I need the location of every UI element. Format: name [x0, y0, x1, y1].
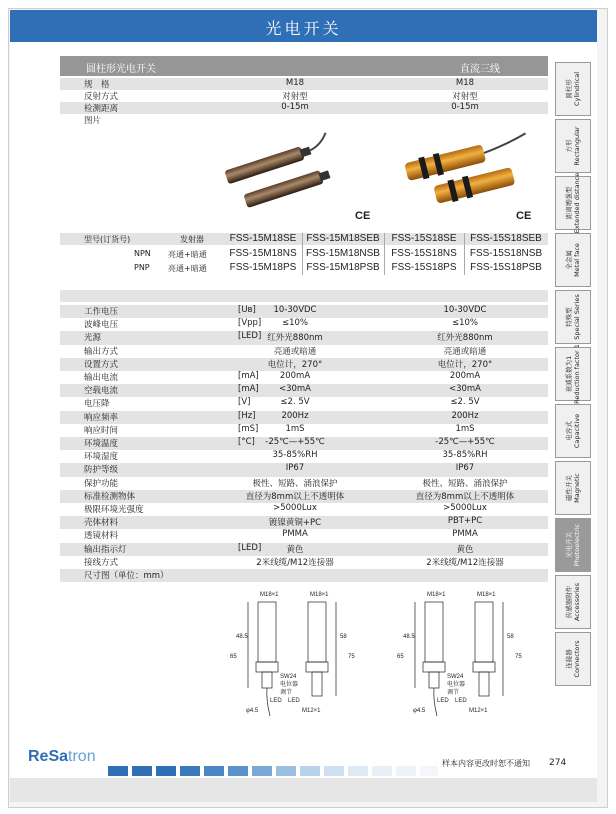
spec-row	[60, 318, 548, 331]
value-s18: PMMA	[452, 529, 478, 540]
value-s18: 1mS	[455, 423, 475, 434]
value-m18: PMMA	[282, 529, 308, 540]
sw-label: SW24	[280, 674, 297, 680]
tab-en: Extended distance	[573, 172, 581, 234]
spec-row	[60, 424, 548, 437]
tab-en: Reduction factor 1	[573, 344, 581, 404]
value-s18: 红外光880nm	[437, 333, 493, 344]
tab-accessories[interactable]	[555, 575, 591, 629]
pnp-label: PNP	[134, 263, 150, 272]
row-label: 输出电流	[84, 373, 119, 383]
row-label: 设置方式	[84, 359, 119, 370]
row-unit: [Uʙ]	[238, 305, 256, 315]
stripe-block	[276, 766, 296, 776]
model-cell: FSS-15M18PSB	[306, 262, 380, 273]
row-unit: [LED]	[238, 331, 262, 342]
model-row-pnp	[60, 262, 548, 274]
model-cell: FSS-15M18SEB	[306, 233, 380, 244]
value-m18: 红外光880nm	[267, 333, 323, 344]
spec-row	[60, 371, 548, 384]
value-m18: 200mA	[279, 371, 311, 381]
model-cell: FSS-15M18NS	[229, 248, 297, 259]
value-m18: 0-15m	[281, 102, 309, 112]
model-cell: FSS-15M18NSB	[306, 248, 380, 259]
row-unit: [mA]	[238, 384, 259, 395]
row-label: 标准检测物体	[84, 491, 136, 502]
spec-row	[60, 384, 548, 397]
value-s18: 2米线缆/M12连接器	[426, 557, 504, 568]
tab-en: Accessories	[573, 582, 581, 622]
npn-desc: 亮通+暗通	[168, 250, 207, 259]
dim-label: 65	[397, 654, 404, 660]
spec-row	[60, 397, 548, 410]
row-label: 输出方式	[84, 346, 119, 357]
spec-row	[60, 102, 548, 114]
spec-row	[60, 463, 548, 476]
row-unit: [Hz]	[238, 410, 256, 421]
tab-en: Metal face	[573, 243, 581, 277]
adjust-label: 调节	[447, 690, 460, 696]
row-label: 极限环境光强度	[84, 505, 144, 515]
stripe-block	[228, 766, 248, 776]
divider	[302, 233, 303, 275]
value-m18: IP67	[285, 463, 305, 474]
value-m18: <30mA	[278, 384, 312, 395]
tab-cn: 圆柱形	[565, 79, 573, 99]
spec-row	[60, 516, 548, 529]
footer-stripes	[108, 766, 438, 778]
value-m18: 1mS	[285, 423, 305, 434]
logo-part: tron	[68, 748, 96, 765]
spec-row	[60, 90, 548, 102]
value-m18: >5000Lux	[273, 503, 317, 513]
tab-en: Rectangular	[573, 126, 581, 166]
dia-label: φ4.5	[413, 708, 426, 714]
dim-label: 48.5	[403, 634, 415, 640]
dimension-drawing-plastic	[385, 588, 545, 718]
value-s18: 直径为8mm以上不透明体	[415, 491, 515, 502]
spec-row	[60, 358, 548, 371]
stripe-block	[204, 766, 224, 776]
led-label: LED	[288, 698, 300, 704]
row-label: 规 格	[84, 80, 110, 90]
stripe-block	[324, 766, 344, 776]
value-m18: 10-30VDC	[273, 305, 317, 315]
logo-part: ReSa	[28, 748, 69, 765]
pot-label: 电位器	[447, 682, 466, 688]
bottom-bar	[10, 778, 597, 802]
dim-label: M18×1	[260, 592, 279, 598]
notice-text: 样本内容更改时恕不通知	[442, 759, 530, 768]
value-s18: ≤2. 5V	[450, 397, 480, 408]
dim-label: 65	[230, 654, 237, 660]
row-unit: [V]	[238, 397, 251, 408]
divider	[464, 233, 465, 275]
value-s18: 200mA	[449, 371, 481, 381]
model-cell: FSS-15M18PS	[229, 262, 297, 273]
spec-row	[60, 411, 548, 424]
stripe-block	[300, 766, 320, 776]
row-label: 工作电压	[84, 307, 119, 317]
value-s18: PBT+PC	[447, 516, 483, 527]
row-label: 尺寸图（单位：mm）	[84, 571, 169, 581]
spec-row	[60, 556, 548, 569]
dim-label: 58	[507, 634, 514, 640]
stripe-block	[180, 766, 200, 776]
m12-label: M12×1	[302, 708, 321, 714]
value-m18: 黄色	[286, 544, 304, 555]
value-m18: 亮通或暗通	[273, 346, 317, 357]
page-header	[10, 10, 597, 42]
value-s18: 200Hz	[451, 410, 479, 421]
tab-cn: 距离增强型	[565, 186, 573, 220]
row-label: 响应时间	[84, 425, 119, 436]
tab-cn: 衰减系数为1	[565, 355, 573, 393]
model-cell: FSS-15S18NS	[391, 248, 457, 259]
tab-photoelectric[interactable]	[555, 518, 591, 572]
stripe-block	[252, 766, 272, 776]
value-s18: 黄色	[456, 544, 474, 555]
brand-logo	[28, 748, 96, 766]
value-s18: >5000Lux	[443, 503, 487, 513]
dia-label: φ4.5	[246, 708, 259, 714]
stripe-block	[420, 766, 438, 776]
tab-cn: 方形	[565, 139, 573, 153]
spec-row	[60, 503, 548, 516]
row-label: 反射方式	[84, 92, 119, 102]
tab-cn: 光电开关	[565, 532, 573, 558]
value-m18: ≤2. 5V	[280, 397, 310, 408]
value-m18: 对射型	[282, 92, 308, 102]
model-cell: FSS-15S18SE	[391, 233, 457, 244]
tab-en: Special Series	[573, 294, 581, 340]
value-m18: -25℃—+55℃	[265, 437, 325, 447]
dimension-drawing-metal	[218, 588, 378, 718]
dim-label: M18×1	[310, 592, 329, 598]
led-label: LED	[270, 698, 282, 704]
row-label: 防护等级	[84, 465, 119, 476]
spec-row	[60, 529, 548, 542]
section-title: 圆柱形光电开关	[86, 64, 156, 75]
model-cell: FSS-15S18PS	[391, 262, 457, 273]
value-m18: M18	[285, 78, 305, 88]
tab-magnetic[interactable]	[555, 461, 591, 515]
spec-row	[60, 345, 548, 358]
row-label: 透镜材料	[84, 531, 119, 542]
section-type: 直流三线	[460, 64, 500, 75]
stripe-block	[156, 766, 176, 776]
tab-reduction-factor-1[interactable]	[555, 344, 591, 404]
emitter-label: 发射器	[180, 235, 204, 244]
model-label: 型号(订货号)	[84, 235, 131, 244]
dim-label: 48.5	[236, 634, 248, 640]
stripe-block	[132, 766, 152, 776]
spec-row	[60, 543, 548, 556]
spec-row	[60, 305, 548, 318]
row-unit: [mA]	[238, 371, 259, 381]
value-s18: 极性、短路、涌浪保护	[422, 478, 508, 489]
spec-row	[60, 490, 548, 503]
section-bar	[60, 56, 548, 76]
value-m18: 35-85%RH	[272, 450, 318, 461]
value-m18: 极性、短路、涌浪保护	[252, 478, 338, 489]
adjust-label: 调节	[280, 690, 293, 696]
tab-extended-distance[interactable]	[555, 172, 591, 234]
tab-cn: 连接器	[565, 649, 573, 669]
tab-cn: 特殊型	[565, 307, 573, 327]
value-m18: 200Hz	[281, 410, 309, 421]
tab-en: Connectors	[573, 640, 581, 678]
row-unit: [mS]	[238, 423, 259, 434]
tab-cn: 磁性开关	[565, 475, 573, 502]
ce-mark: CE	[516, 210, 532, 222]
tab-cn: 电容式	[565, 421, 573, 441]
led-label: LED	[455, 698, 467, 704]
value-m18: ≤10%	[281, 318, 308, 329]
tab-en: Photoelectric	[573, 523, 581, 567]
tab-special-series[interactable]	[555, 290, 591, 344]
value-s18: -25℃—+55℃	[435, 437, 495, 447]
tab-cn: 全金属	[565, 250, 573, 270]
row-label: 空载电流	[84, 386, 119, 397]
row-label: 保护功能	[84, 478, 119, 489]
sw-label: SW24	[447, 674, 464, 680]
row-label: 图片	[84, 116, 102, 126]
value-s18: 电位计，270°	[437, 359, 493, 370]
divider	[384, 233, 385, 275]
value-m18: 电位计，270°	[267, 359, 323, 370]
value-m18: 直径为8mm以上不透明体	[245, 491, 345, 502]
value-s18: 对射型	[452, 92, 478, 102]
value-m18: 2米线缆/M12连接器	[256, 557, 334, 568]
model-cell: FSS-15S18NSB	[469, 248, 543, 259]
model-cell: FSS-15S18SEB	[470, 233, 542, 244]
spec-row	[60, 331, 548, 344]
row-label: 壳体材料	[84, 518, 119, 529]
row-unit: [LED]	[238, 542, 262, 553]
model-row-emitter	[60, 233, 548, 245]
model-row-npn	[60, 248, 548, 260]
row-label: 检测距离	[84, 104, 119, 114]
tab-cylindrical[interactable]	[555, 62, 591, 116]
spec-row	[60, 78, 548, 90]
spec-row	[60, 437, 548, 450]
ce-mark: CE	[355, 210, 371, 222]
dim-label: 75	[515, 654, 522, 660]
tab-capacitive[interactable]	[555, 404, 591, 458]
stripe-block	[396, 766, 416, 776]
npn-label: NPN	[134, 249, 151, 258]
row-label: 响应频率	[84, 412, 119, 423]
tab-en: Capacitive	[573, 413, 581, 449]
stripe-block	[348, 766, 368, 776]
spec-row	[60, 450, 548, 463]
value-s18: <30mA	[448, 384, 482, 395]
led-label: LED	[437, 698, 449, 704]
dim-label: 75	[348, 654, 355, 660]
tab-connectors[interactable]	[555, 632, 591, 686]
value-m18: 镀镍黄铜+PC	[268, 518, 322, 529]
model-cell: FSS-15S18PSB	[470, 262, 542, 273]
m12-label: M12×1	[469, 708, 488, 714]
value-s18: IP67	[455, 463, 475, 474]
pnp-desc: 亮通+暗通	[168, 264, 207, 273]
value-s18: 35-85%RH	[442, 450, 488, 461]
tab-metal-face[interactable]	[555, 233, 591, 287]
value-s18: M18	[455, 78, 475, 88]
value-s18: ≤10%	[451, 318, 478, 329]
product-photo-metal	[215, 120, 335, 230]
value-s18: 10-30VDC	[443, 305, 487, 315]
row-label: 输出指示灯	[84, 544, 127, 555]
row-unit: [°C]	[238, 437, 255, 447]
row-label: 电压降	[84, 399, 110, 410]
tab-rectangular[interactable]	[555, 119, 591, 173]
spec-row	[60, 569, 548, 582]
spacer-row	[60, 290, 548, 302]
row-label: 光源	[84, 333, 102, 344]
dim-label: 58	[340, 634, 347, 640]
row-label: 波峰电压	[84, 320, 119, 331]
tab-en: Magnetic	[573, 473, 581, 503]
row-label: 环境湿度	[84, 452, 119, 463]
stripe-block	[108, 766, 128, 776]
stripe-block	[372, 766, 392, 776]
tab-cn: 传感器附件	[565, 585, 573, 619]
page-number: 274	[549, 758, 567, 768]
dim-label: M18×1	[427, 592, 446, 598]
spec-row	[60, 477, 548, 490]
model-cell: FSS-15M18SE	[229, 233, 297, 244]
row-unit: [Vpp]	[238, 318, 262, 329]
row-label: 环境温度	[84, 439, 119, 449]
pot-label: 电位器	[280, 682, 299, 688]
value-s18: 0-15m	[451, 102, 479, 112]
tab-en: Cylindrical	[573, 71, 581, 107]
page-title: 光电开关	[265, 19, 342, 38]
row-label: 接线方式	[84, 557, 119, 568]
dim-label: M18×1	[477, 592, 496, 598]
value-s18: 亮通或暗通	[443, 346, 487, 357]
